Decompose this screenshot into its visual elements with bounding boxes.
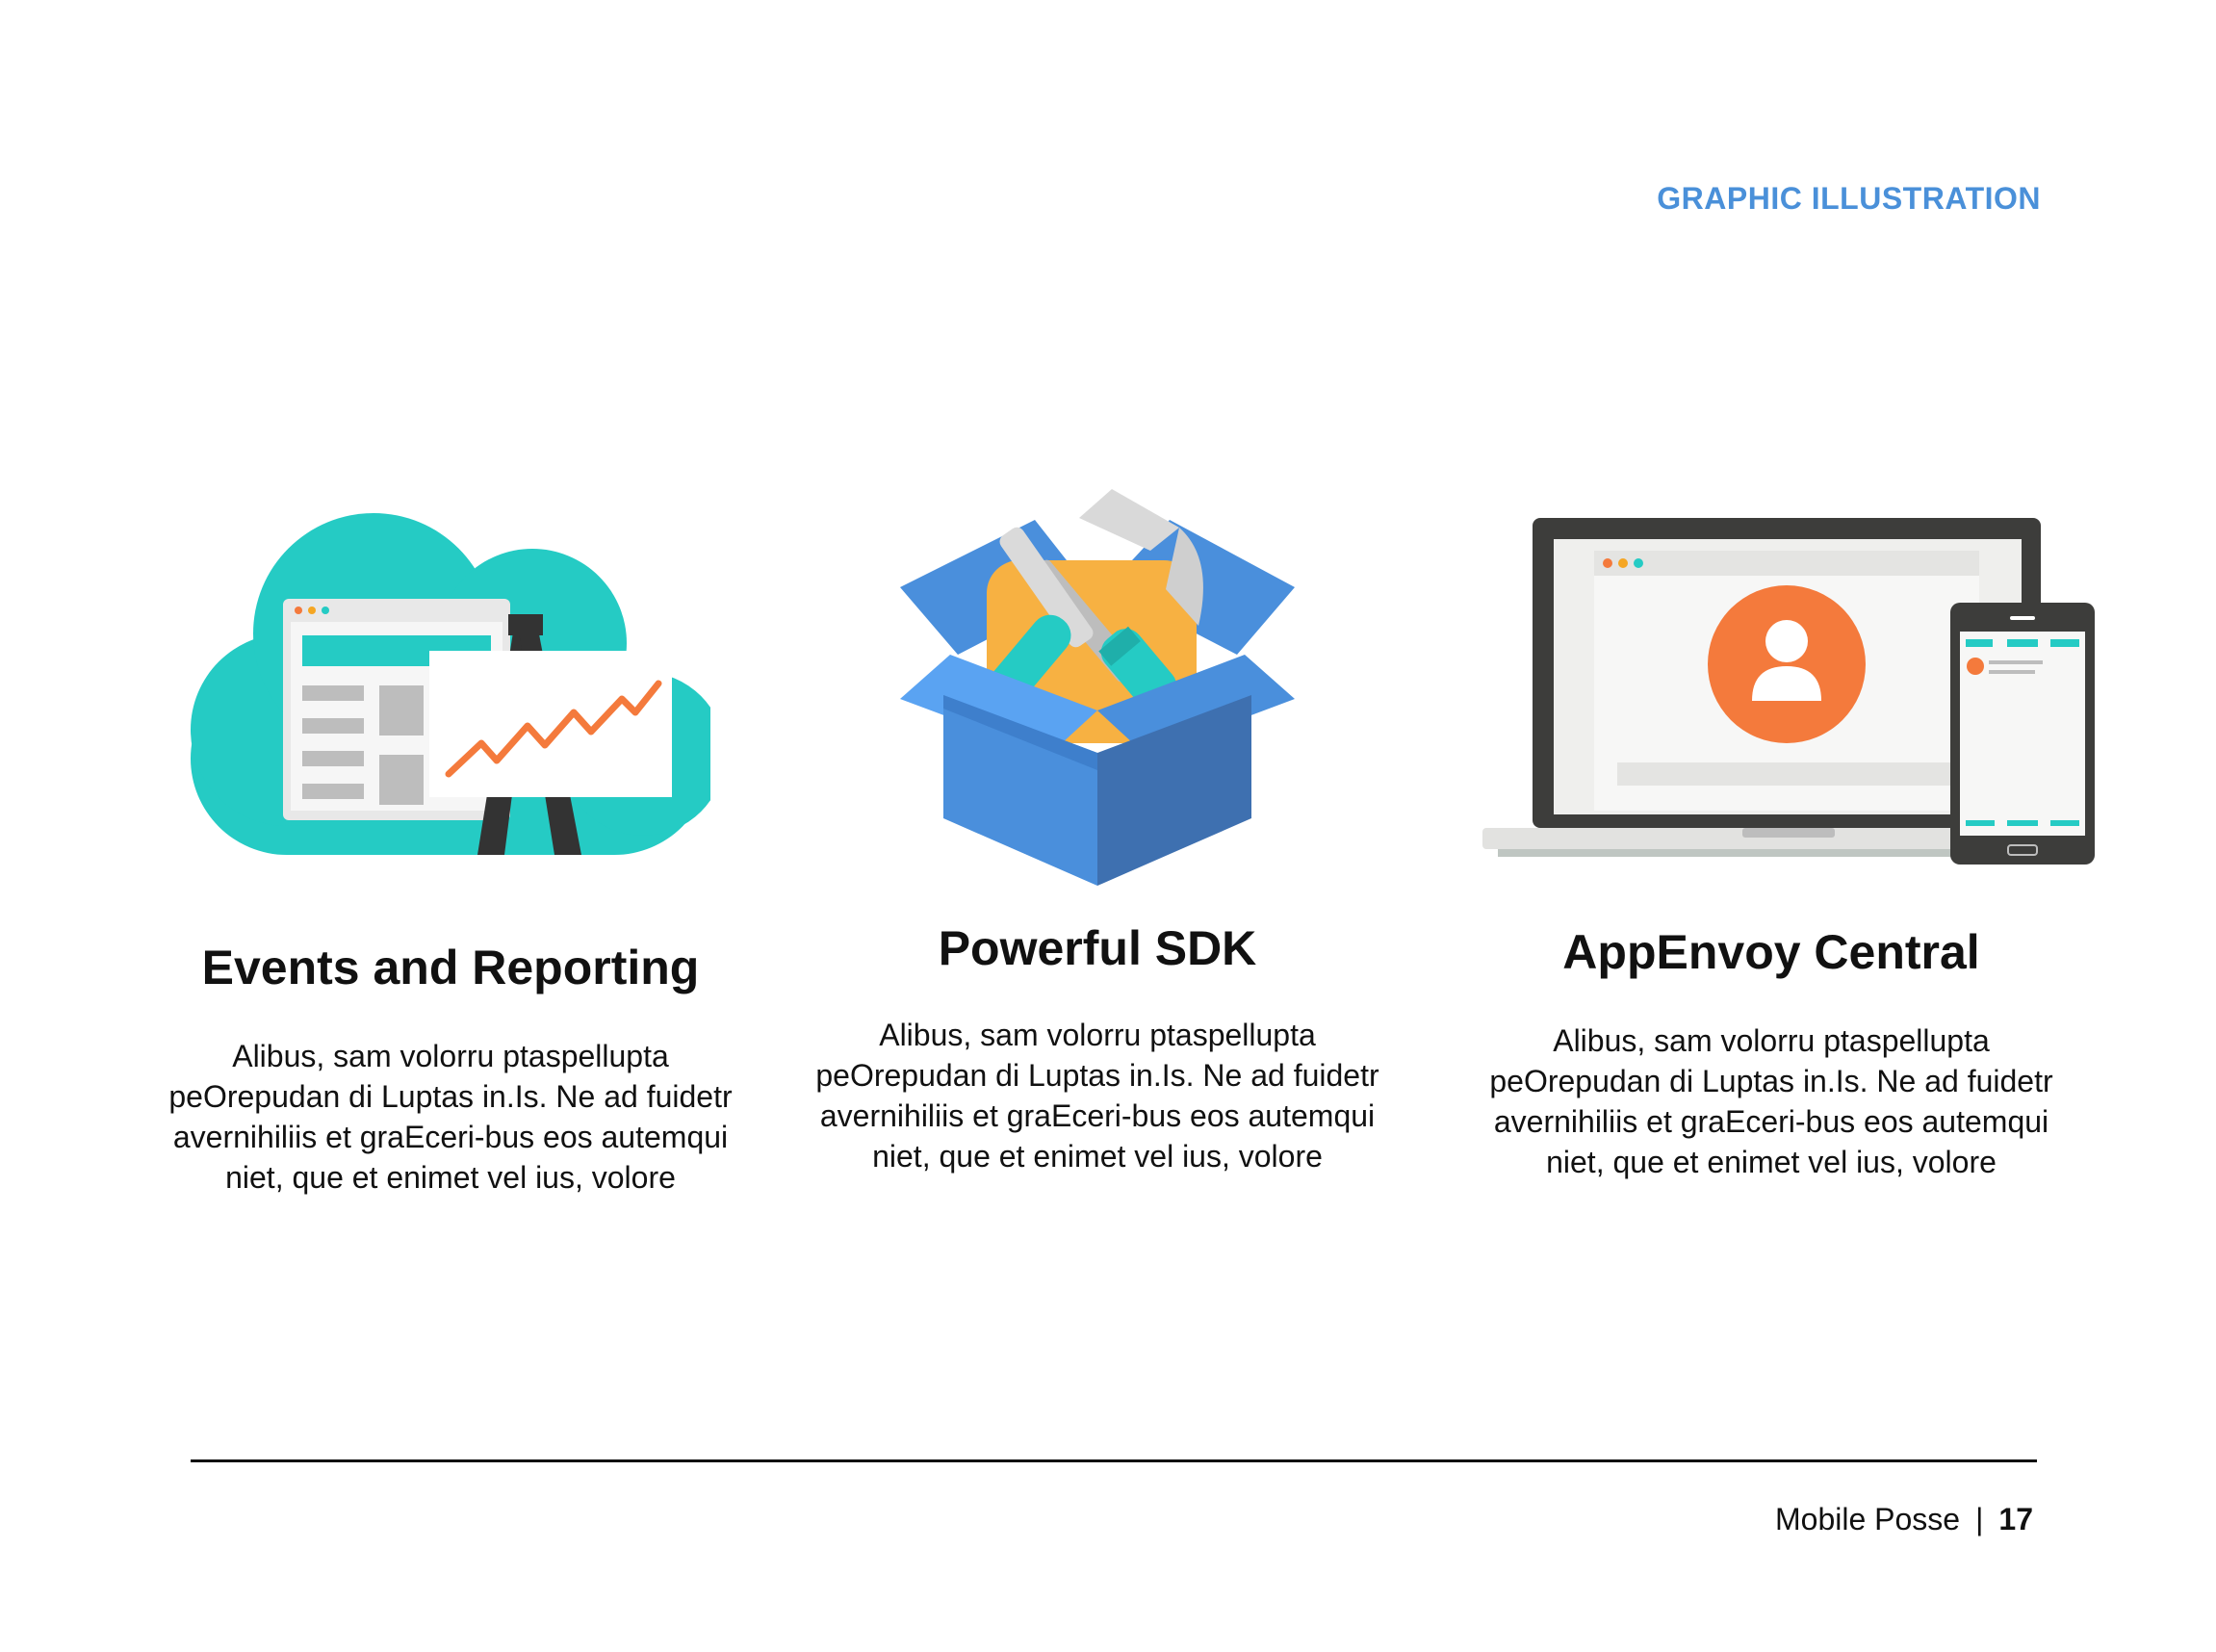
section-label: GRAPHIC ILLUSTRATION (1657, 181, 2041, 216)
toolbox-icon (890, 481, 1304, 886)
feature-description: Alibus, sam volorru ptaspellupta peOrepudan di Luptas in.Is. Ne ad fuidetr avernihiliis et graEceri-bus eos autemqui niet, que et enimet vel ius, volore (168, 1039, 733, 1195)
footer-company: Mobile Posse (1775, 1502, 1961, 1536)
footer-separator: | (1975, 1502, 1984, 1536)
feature-title: AppEnvoy Central (1562, 925, 1980, 979)
feature-title: Powerful SDK (938, 921, 1257, 975)
feature-title: Events and Reporting (201, 941, 700, 994)
feature-events-reporting (162, 508, 739, 1198)
footer-divider (191, 1459, 2037, 1462)
feature-appenvoy-central (1482, 512, 2060, 1182)
feature-description: Alibus, sam volorru ptaspellupta peOrepudan di Luptas in.Is. Ne ad fuidetr avernihiliis et graEceri-bus eos autemqui niet, que et enimet vel ius, volore (815, 1018, 1379, 1174)
page-number: 17 (1998, 1502, 2033, 1536)
laptop-phone-icon (1482, 512, 2108, 868)
feature-powerful-sdk (809, 481, 1386, 1176)
cloud-reporting-icon (191, 508, 710, 865)
footer (1775, 1502, 2033, 1537)
feature-description: Alibus, sam volorru ptaspellupta peOrepudan di Luptas in.Is. Ne ad fuidetr avernihiliis et graEceri-bus eos autemqui niet, que et enimet vel ius, volore (1489, 1023, 2053, 1179)
